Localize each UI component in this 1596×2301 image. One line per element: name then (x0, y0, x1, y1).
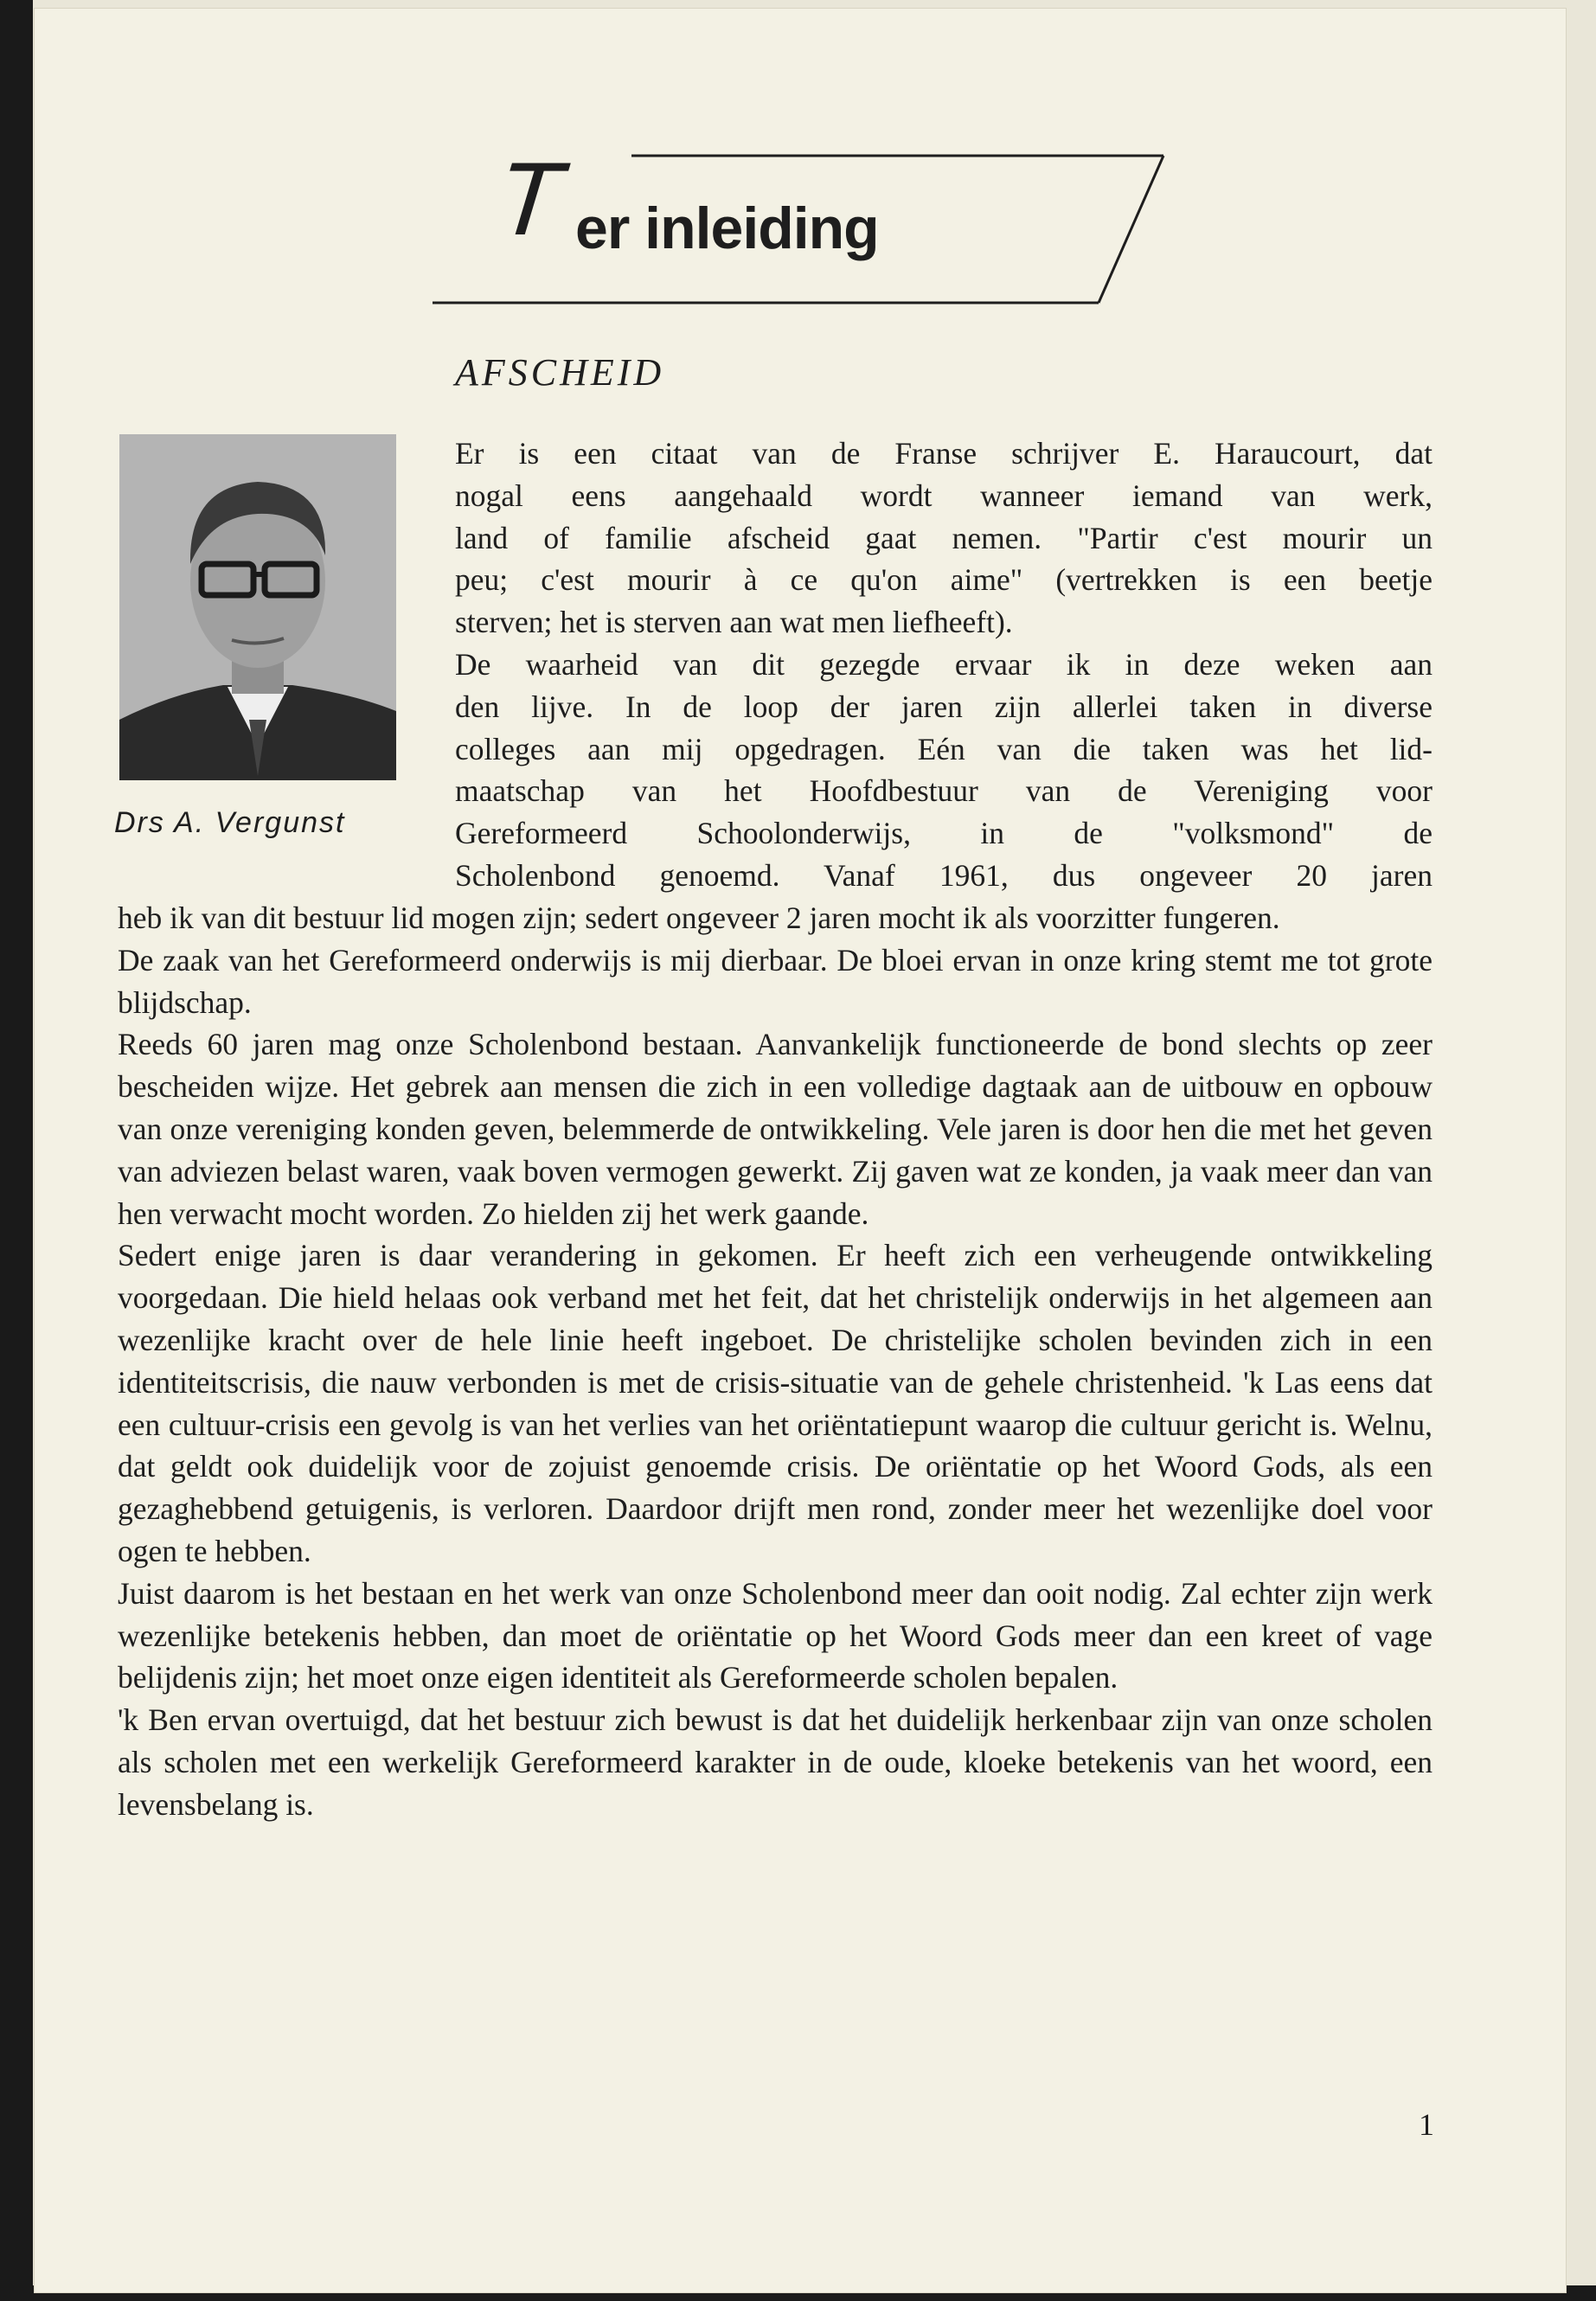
intro-line: colleges aan mij opgedragen. Eén van die taken was het lid- (455, 731, 1433, 766)
intro-line: Gereformeerd Schoolonderwijs, in de "volksmond" de (455, 816, 1433, 851)
intro-line: De waarheid van dit gezegde ervaar ik in deze weken aan (455, 646, 1433, 682)
title-initial: T (490, 141, 567, 257)
intro-line: land of familie afscheid gaat nemen. "Partir c'est mourir un (455, 520, 1433, 555)
paragraph: 'k Ben ervan overtuigd, dat het bestuur zich bewust is dat het duidelijk herkenbaar zijn van onze scholen als scholen met een werkelijk Gereformeerd karakter in de oude, kloeke betekenis van het woord, een levensbelang is. (118, 1702, 1433, 1822)
page-title: er inleiding (575, 195, 879, 261)
author-portrait (119, 434, 396, 780)
intro-line: den lijve. In de loop der jaren zijn allerlei taken in diverse (455, 689, 1433, 724)
paragraph: De zaak van het Gereformeerd onderwijs is mij dierbaar. De bloei ervan in onze kring stemt me tot grote blijdschap. (118, 942, 1433, 1020)
portrait-illustration (119, 434, 396, 780)
intro-line: nogal eens aangehaald wordt wanneer iemand van werk, (455, 478, 1433, 513)
intro-text (455, 433, 1433, 897)
intro-line: Er is een citaat van de Franse schrijver E. Haraucourt, dat (455, 436, 1433, 471)
intro-line: Scholenbond genoemd. Vanaf 1961, dus ongeveer 20 jaren (455, 857, 1433, 893)
title-banner (398, 138, 1176, 320)
body-text (118, 897, 1433, 1826)
paragraph: Sedert enige jaren is daar verandering in gekomen. Er heeft zich een verheugende ontwikkeling voorgedaan. Die hield helaas ook verband met het feit, dat het christelijk onderwijs in het algemeen aan wezenlijke kracht over de hele linie heeft ingeboet. De christelijke scholen bevinden zich in een identiteitscrisis, die nauw verbonden is met de crisis-situatie van de gehele christenheid. 'k Las eens dat een cultuur-crisis een gevolg is van het verlies van het oriëntatiepunt waarop die cultuur gericht is. Welnu, dat geldt ook duidelijk voor de zojuist genoemde crisis. De oriëntatie op het Woord Gods, als een gezaghebbend getuigenis, is verloren. Daardoor drijft men rond, zonder meer het wezenlijke doel voor ogen te hebben. (118, 1238, 1433, 1568)
document-page (35, 9, 1566, 2292)
scan-edge-left (0, 0, 33, 2301)
section-subtitle: AFSCHEID (455, 351, 665, 394)
intro-line: peu; c'est mourir à ce qu'on aime" (vertrekken is een beetje (455, 562, 1433, 598)
page-number: 1 (1419, 2107, 1434, 2142)
paragraph: Reeds 60 jaren mag onze Scholenbond bestaan. Aanvankelijk functioneerde de bond slechts op zeer bescheiden wijze. Het gebrek aan mensen die zich in een volledige dagtaak aan de uitbouw en opbouw van onze vereniging konden geven, belemmerde de ontwikkeling. Vele jaren is door hen die met het geven van adviezen belast waren, vaak boven vermogen gewerkt. Zij gaven wat ze konden, ja vaak meer dan van hen verwacht mocht worden. Zo hielden zij het werk gaande. (118, 1027, 1433, 1231)
intro-continuation: heb ik van dit bestuur lid mogen zijn; sedert ongeveer 2 jaren mocht ik als voorzitter fungeren. (118, 901, 1280, 935)
paragraph: Juist daarom is het bestaan en het werk van onze Scholenbond meer dan ooit nodig. Zal echter zijn werk wezenlijke betekenis hebben, dan moet de oriëntatie op het Woord Gods meer dan een kreet of vage belijdenis zijn; het moet onze eigen identiteit als Gereformeerde scholen bepalen. (118, 1575, 1433, 1695)
intro-line: sterven; het is sterven aan wat men liefheeft). (455, 605, 1013, 640)
portrait-caption: Drs A. Vergunst (114, 806, 346, 839)
intro-line: maatschap van het Hoofdbestuur van de Vereniging voor (455, 773, 1433, 809)
